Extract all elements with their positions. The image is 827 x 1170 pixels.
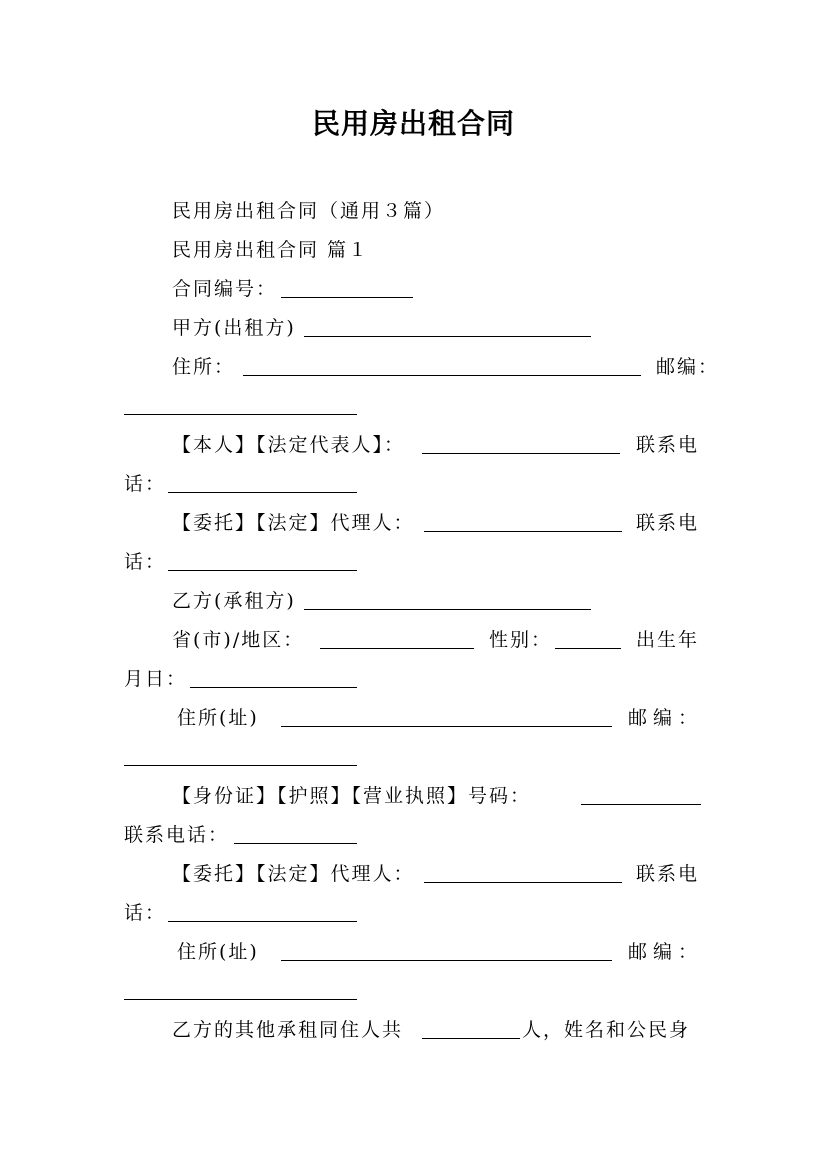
party-b-agent-postcode-blank[interactable] (124, 999, 357, 1000)
party-a-address-blank[interactable] (243, 375, 641, 376)
party-a-postcode-blank[interactable] (124, 414, 357, 415)
party-b-gender-blank[interactable] (555, 648, 621, 649)
party-b-birthdate-blank[interactable] (190, 687, 357, 688)
party-b-region-label: 省(市)/地区： (172, 629, 305, 651)
party-b-agent-address-label: 住所(址) (177, 941, 259, 963)
party-b-address-blank[interactable] (281, 726, 612, 727)
co-resident-count-blank[interactable] (422, 1038, 520, 1039)
party-b-id-label: 【身份证】【护照】【营业执照】号码： (172, 785, 532, 807)
section-heading: 民用房出租合同 篇１ (172, 239, 370, 261)
party-a-agent-phone-label: 联系电 (636, 512, 700, 534)
party-b-agent-postcode-label: 邮编： (628, 941, 704, 963)
contract-number-label: 合同编号： (172, 278, 278, 300)
party-b-agent-address-blank[interactable] (281, 960, 612, 961)
party-a-phone-blank[interactable] (168, 492, 357, 493)
subtitle-line: 民用房出租合同（通用３篇） (172, 200, 446, 222)
party-a-representative-blank[interactable] (422, 453, 620, 454)
party-b-gender-label: 性别： (489, 629, 553, 651)
party-b-postcode-blank[interactable] (124, 765, 357, 766)
party-a-address-label: 住所： (172, 356, 236, 378)
party-b-label: 乙方(承租方) (172, 590, 296, 612)
party-b-phone-label: 联系电话： (124, 824, 230, 846)
party-a-label: 甲方(出租方) (172, 317, 296, 339)
party-b-agent-blank[interactable] (424, 882, 622, 883)
party-b-agent-phone-label: 联系电 (636, 863, 700, 885)
party-b-blank[interactable] (304, 609, 591, 610)
party-b-agent-phone-label-cont: 话： (124, 902, 167, 924)
party-a-phone-label-cont: 话： (124, 473, 167, 495)
party-b-agent-phone-blank[interactable] (168, 921, 357, 922)
party-a-phone-label: 联系电 (636, 434, 700, 456)
party-a-agent-phone-blank[interactable] (168, 570, 357, 571)
document-title: 民用房出租合同 (311, 107, 515, 140)
co-resident-label: 乙方的其他承租同住人共 (172, 1019, 404, 1041)
party-b-region-blank[interactable] (320, 648, 474, 649)
party-a-agent-blank[interactable] (424, 531, 622, 532)
party-b-phone-blank[interactable] (234, 843, 357, 844)
contract-number-blank[interactable] (281, 297, 413, 298)
party-a-agent-label: 【委托】【法定】代理人： (172, 512, 415, 534)
party-b-birthdate-label: 出生年 (636, 629, 700, 651)
party-b-agent-label: 【委托】【法定】代理人： (172, 863, 415, 885)
co-resident-label-cont: 人，姓名和公民身 (522, 1019, 691, 1041)
party-a-postcode-label: 邮编： (656, 356, 720, 378)
party-a-agent-phone-label-cont: 话： (124, 551, 167, 573)
party-b-address-label: 住所(址) (177, 707, 259, 729)
party-b-id-blank[interactable] (581, 804, 701, 805)
party-b-postcode-label: 邮编： (628, 707, 704, 729)
party-a-blank[interactable] (304, 336, 591, 337)
party-a-representative-label: 【本人】【法定代表人】： (172, 434, 406, 456)
party-b-birthdate-label-cont: 月日： (124, 668, 188, 690)
